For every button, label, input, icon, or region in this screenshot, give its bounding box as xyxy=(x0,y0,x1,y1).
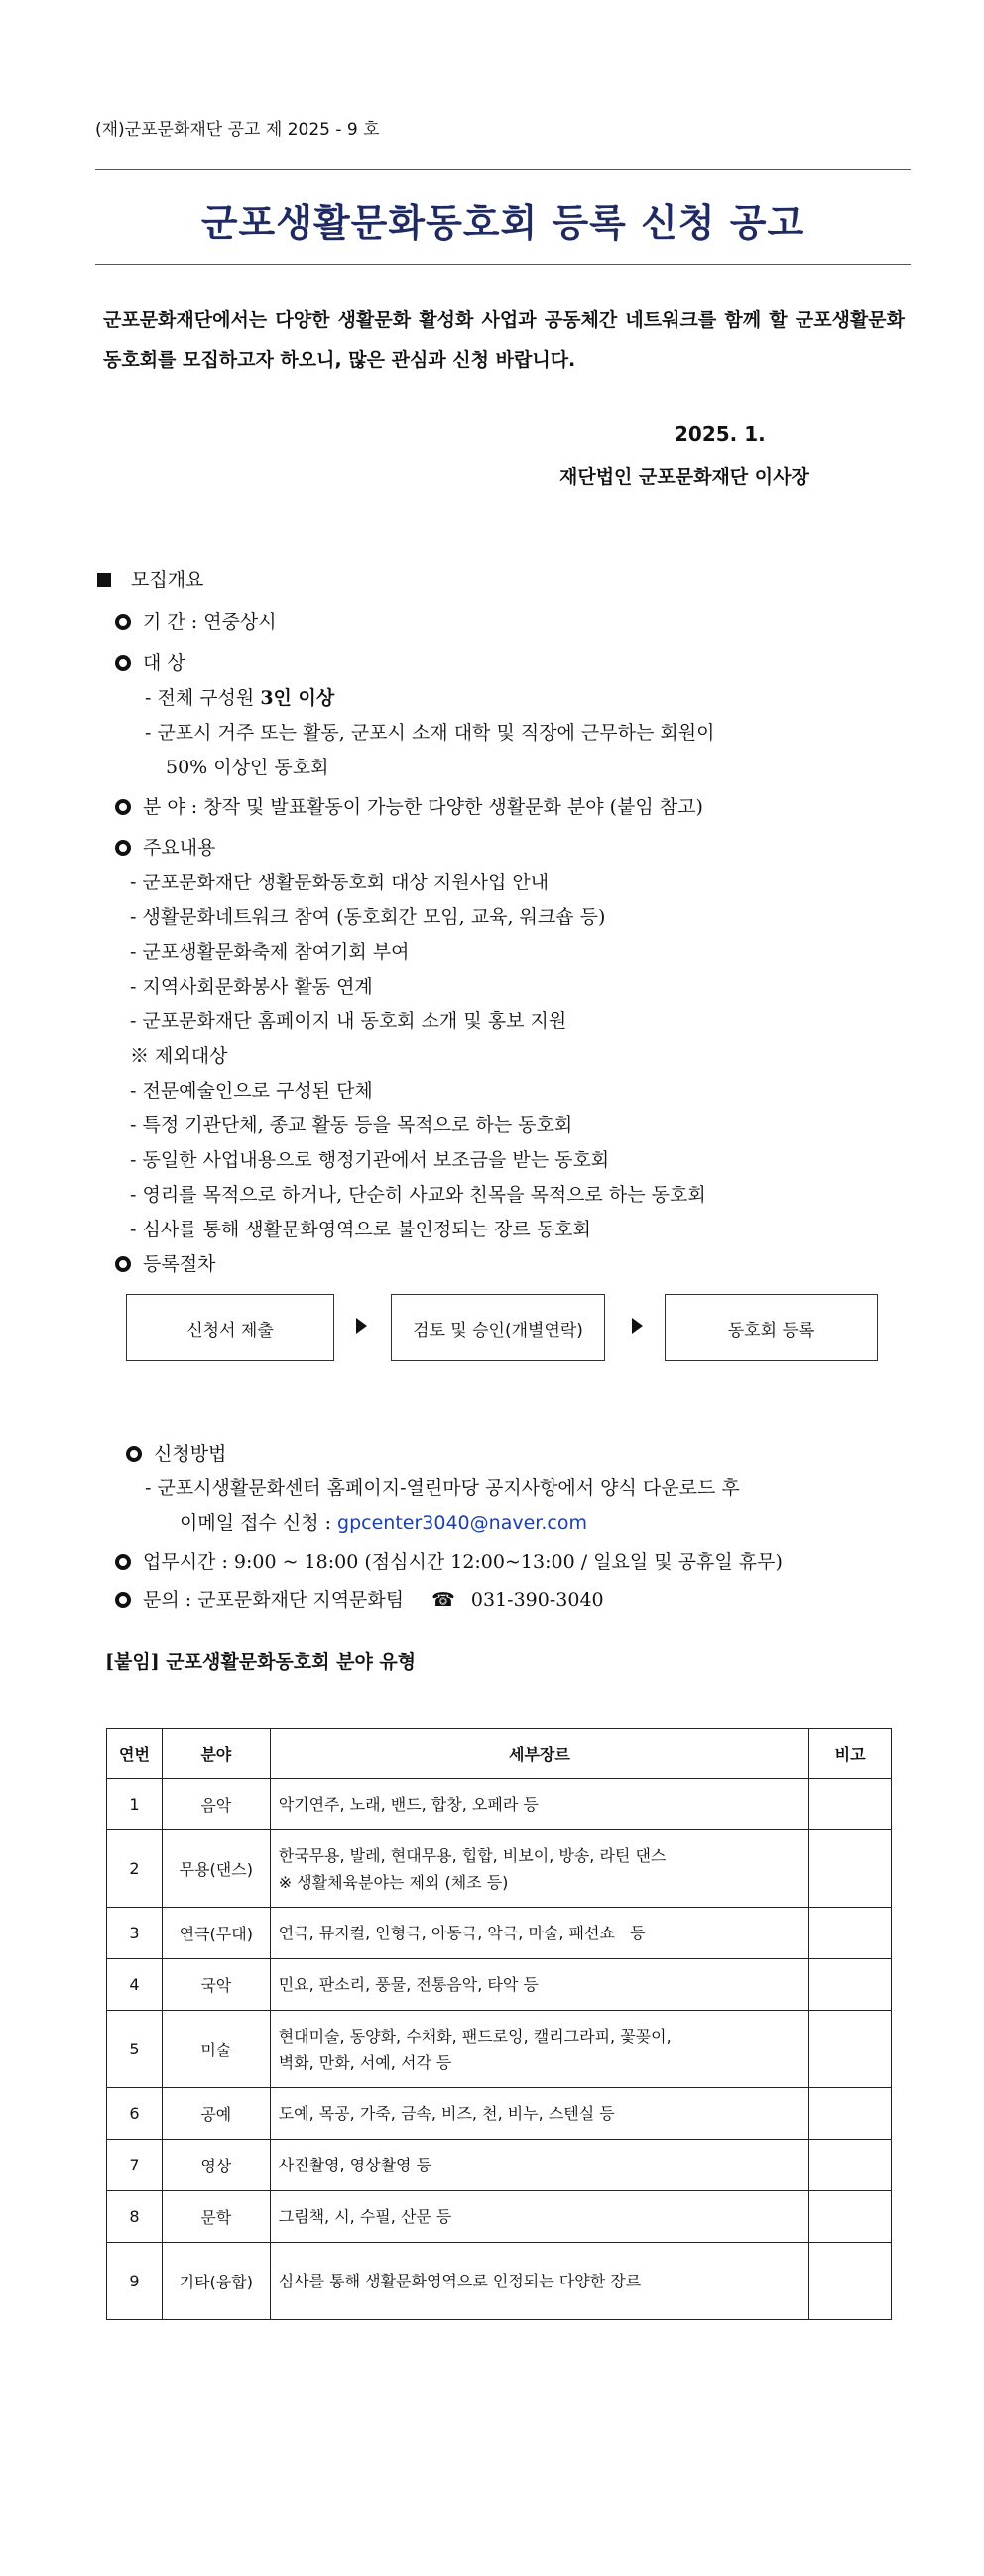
row-field: 영상 xyxy=(162,2140,270,2191)
target-line-2a: - 군포시 거주 또는 활동, 군포시 소재 대학 및 직장에 근무하는 회원이 xyxy=(145,722,715,744)
target-line-2b: 50% 이상인 동호회 xyxy=(166,757,329,778)
row-no: 6 xyxy=(107,2088,163,2140)
main-content-line: - 지역사회문화봉사 활동 연계 xyxy=(130,976,373,997)
row-field: 음악 xyxy=(162,1779,270,1830)
hours-item xyxy=(115,1545,783,1579)
period-item xyxy=(115,605,277,639)
main-content-item xyxy=(115,831,215,865)
target-label: 대 상 xyxy=(143,652,185,674)
field-item xyxy=(115,790,703,824)
table-row xyxy=(107,1908,892,1959)
page-title: 군포생활문화동호회 등록 신청 공고 xyxy=(200,201,805,245)
row-genres xyxy=(270,2191,808,2243)
genre-line: 심사를 통해 생활문화영역으로 인정되는 다양한 장르 xyxy=(278,2272,642,2290)
exclusion-label: ※ 제외대상 xyxy=(130,1045,228,1067)
row-note xyxy=(809,2140,892,2191)
row-genres xyxy=(270,1779,808,1830)
row-no: 3 xyxy=(107,1908,163,1959)
method-item xyxy=(126,1437,226,1470)
notice-number: (재)군포문화재단 공고 제 2025 - 9 호 xyxy=(95,120,380,140)
procedure-item xyxy=(115,1247,215,1281)
title-divider-bottom xyxy=(95,264,911,265)
row-field: 공예 xyxy=(162,2088,270,2140)
row-field: 국악 xyxy=(162,1959,270,2011)
exclusion-line: - 동일한 사업내용으로 행정기관에서 보조금을 받는 동호회 xyxy=(130,1149,610,1171)
row-field: 연극(무대) xyxy=(162,1908,270,1959)
genre-line: ※ 생활체육분야는 제외 (체조 등) xyxy=(278,1872,509,1892)
table-row xyxy=(107,1779,892,1830)
genre-line: 현대미술, 동양화, 수채화, 팬드로잉, 캘리그라피, 꽃꽂이, xyxy=(278,2026,672,2046)
genre-line: 한국무용, 발레, 현대무용, 힙합, 비보이, 방송, 라틴 댄스 xyxy=(278,1845,667,1865)
main-content-line: - 군포문화재단 생활문화동호회 대상 지원사업 안내 xyxy=(130,872,550,893)
main-content-line: - 군포문화재단 홈페이지 내 동호회 소개 및 홍보 지원 xyxy=(130,1010,567,1032)
main-content-line: - 생활문화네트워크 참여 (동호회간 모임, 교육, 워크숍 등) xyxy=(130,906,606,928)
procedure-step-apply xyxy=(126,1294,334,1361)
arrow-right-icon xyxy=(356,1318,367,1334)
method-line-2-prefix: 이메일 접수 신청 : xyxy=(180,1512,338,1534)
genre-line: 그림책, 시, 수필, 산문 등 xyxy=(278,2207,452,2226)
attachment-caption: [붙임] 군포생활문화동호회 분야 유형 xyxy=(105,1651,417,1673)
row-note xyxy=(809,1959,892,2011)
genre-line: 민요, 판소리, 풍물, 전통음악, 타악 등 xyxy=(278,1975,539,1994)
row-genres xyxy=(270,2088,808,2140)
circle-bullet-icon xyxy=(115,1554,131,1570)
target-line-1 xyxy=(145,681,334,715)
phone-icon: ☎ xyxy=(431,1589,455,1611)
row-note xyxy=(809,1908,892,1959)
issuer: 재단법인 군포문화재단 이사장 xyxy=(559,466,809,488)
row-note xyxy=(809,1830,892,1908)
genre-line: 악기연주, 노래, 밴드, 합창, 오페라 등 xyxy=(278,1795,539,1814)
table-row xyxy=(107,2088,892,2140)
title-divider-top xyxy=(95,169,911,170)
exclusion-line: - 특정 기관단체, 종교 활동 등을 목적으로 하는 동호회 xyxy=(130,1114,573,1136)
row-genres xyxy=(270,1908,808,1959)
row-note xyxy=(809,2243,892,2320)
header-note: 비고 xyxy=(809,1729,892,1779)
row-no: 8 xyxy=(107,2191,163,2243)
contact-text: 문의 : 군포문화재단 지역문화팀 xyxy=(143,1589,405,1611)
row-genres xyxy=(270,2140,808,2191)
period-text: 기 간 : 연중상시 xyxy=(143,611,277,633)
circle-bullet-icon xyxy=(115,655,131,671)
genre-line: 사진촬영, 영상촬영 등 xyxy=(278,2156,432,2174)
square-bullet-icon xyxy=(97,573,111,587)
row-no: 2 xyxy=(107,1830,163,1908)
contact-item xyxy=(115,1583,604,1617)
table-row xyxy=(107,2243,892,2320)
target-line-1-bold: 3인 이상 xyxy=(260,687,335,709)
circle-bullet-icon xyxy=(115,1592,131,1608)
row-note xyxy=(809,2011,892,2088)
field-text: 분 야 : 창작 및 발표활동이 가능한 다양한 생활문화 분야 (붙임 참고) xyxy=(143,796,703,818)
header-genres: 세부장르 xyxy=(270,1729,808,1779)
method-line-2 xyxy=(180,1506,587,1540)
header-field: 분야 xyxy=(162,1729,270,1779)
main-content-line: - 군포생활문화축제 참여기회 부여 xyxy=(130,941,410,963)
row-note xyxy=(809,1779,892,1830)
row-genres xyxy=(270,1830,808,1908)
row-no: 9 xyxy=(107,2243,163,2320)
row-no: 4 xyxy=(107,1959,163,2011)
genre-line: 연극, 뮤지컬, 인형극, 아동극, 악극, 마술, 패션쇼 등 xyxy=(278,1924,646,1942)
table-row xyxy=(107,1959,892,2011)
field-type-table xyxy=(106,1728,892,2320)
row-note xyxy=(809,2191,892,2243)
procedure-step-label: 동호회 등록 xyxy=(727,1320,815,1341)
header-no: 연번 xyxy=(107,1729,163,1779)
procedure-step-label: 신청서 제출 xyxy=(186,1320,274,1341)
target-line-1-prefix: - 전체 구성원 xyxy=(145,687,261,709)
announcement-date: 2025. 1. xyxy=(675,422,766,446)
circle-bullet-icon xyxy=(115,1256,131,1272)
procedure-step-review xyxy=(391,1294,605,1361)
table-row xyxy=(107,2011,892,2088)
row-field: 미술 xyxy=(162,2011,270,2088)
genre-line: 도예, 목공, 가죽, 금속, 비즈, 천, 비누, 스텐실 등 xyxy=(278,2104,615,2123)
circle-bullet-icon xyxy=(115,614,131,630)
row-field: 문학 xyxy=(162,2191,270,2243)
procedure-step-label: 검토 및 승인(개별연락) xyxy=(413,1320,583,1341)
exclusion-line: - 전문예술인으로 구성된 단체 xyxy=(130,1080,373,1102)
row-field: 무용(댄스) xyxy=(162,1830,270,1908)
main-content-label: 주요내용 xyxy=(143,837,216,859)
row-genres xyxy=(270,1959,808,2011)
overview-heading-label: 모집개요 xyxy=(131,569,204,591)
table-row xyxy=(107,2140,892,2191)
genre-line: 벽화, 만화, 서예, 서각 등 xyxy=(278,2052,452,2072)
procedure-label: 등록절차 xyxy=(143,1253,216,1275)
table-header-row xyxy=(107,1729,892,1779)
procedure-step-register xyxy=(665,1294,878,1361)
table-row xyxy=(107,2191,892,2243)
email-link[interactable]: gpcenter3040@naver.com xyxy=(337,1512,587,1534)
row-genres xyxy=(270,2011,808,2088)
intro-paragraph: 군포문화재단에서는 다양한 생활문화 활성화 사업과 공동체간 네트워크를 함께 할 군포생활문화동호회를 모집하고자 하오니, 많은 관심과 신청 바랍니다. xyxy=(103,309,905,371)
row-genres xyxy=(270,2243,808,2320)
row-note xyxy=(809,2088,892,2140)
circle-bullet-icon xyxy=(126,1446,142,1462)
contact-phone: 031-390-3040 xyxy=(470,1589,604,1611)
row-no: 5 xyxy=(107,2011,163,2088)
circle-bullet-icon xyxy=(115,840,131,856)
exclusion-line: - 영리를 목적으로 하거나, 단순히 사교와 친목을 목적으로 하는 동호회 xyxy=(130,1184,706,1206)
arrow-right-icon xyxy=(632,1318,643,1334)
table-row xyxy=(107,1830,892,1908)
hours-text: 업무시간 : 9:00 ~ 18:00 (점심시간 12:00~13:00 / 일요일 및 공휴일 휴무) xyxy=(143,1551,783,1573)
circle-bullet-icon xyxy=(115,799,131,815)
method-label: 신청방법 xyxy=(154,1443,227,1464)
exclusion-line: - 심사를 통해 생활문화영역으로 불인정되는 장르 동호회 xyxy=(130,1219,591,1240)
row-no: 7 xyxy=(107,2140,163,2191)
method-line-1: - 군포시생활문화센터 홈페이지-열린마당 공지사항에서 양식 다운로드 후 xyxy=(145,1477,740,1499)
row-no: 1 xyxy=(107,1779,163,1830)
row-field: 기타(융합) xyxy=(162,2243,270,2320)
overview-heading xyxy=(97,563,203,597)
target-item xyxy=(115,646,185,680)
